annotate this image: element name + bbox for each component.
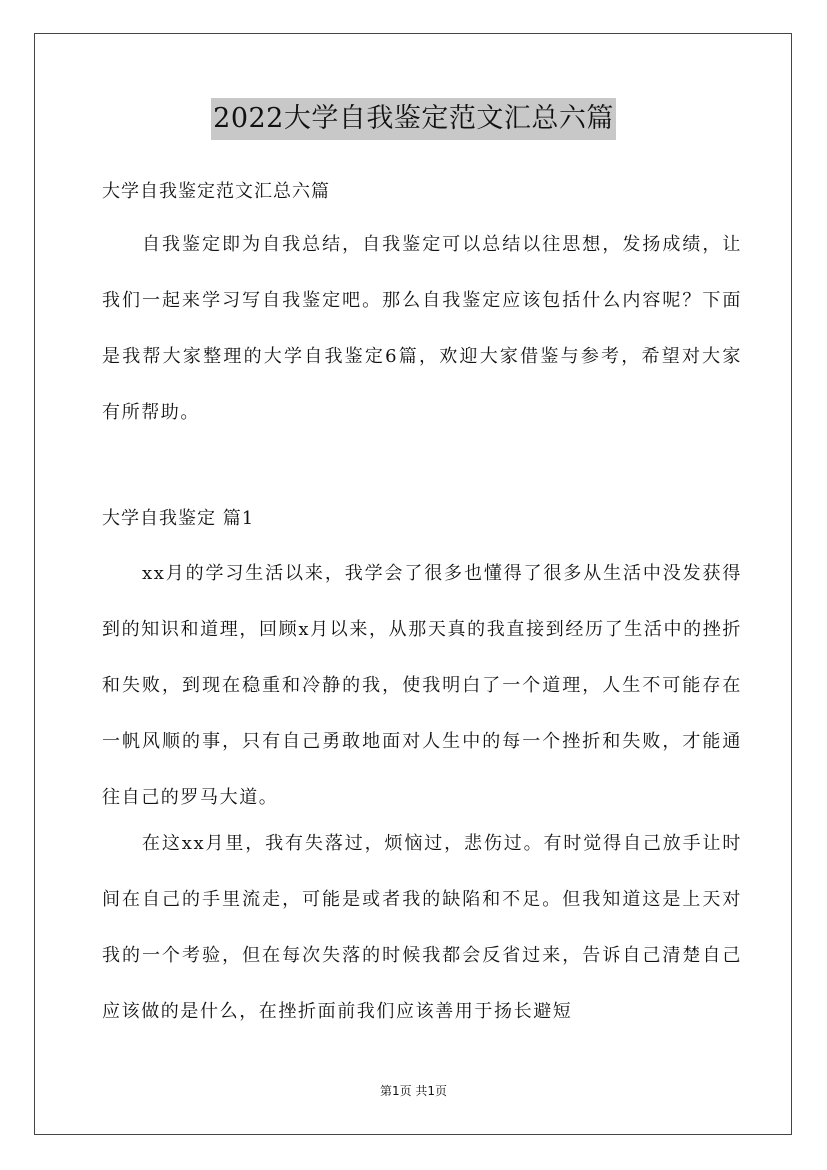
document-title: 2022大学自我鉴定范文汇总六篇 <box>211 98 616 140</box>
body-paragraph-1: xx月的学习生活以来，我学会了很多也懂得了很多从生活中没发获得到的知识和道理，回顾x月以来，从那天真的我直接到经历了生活中的挫折和失败，到现在稳重和冷静的我，使我明白了一个道理，人生不可能存在一帆风顺的事，只有自己勇敢地面对人生中的每一个挫折和失败，才能通往自己的罗马大道。 <box>102 563 742 808</box>
title-container <box>0 98 827 140</box>
intro-paragraph: 自我鉴定即为自我总结，自我鉴定可以总结以往思想，发扬成绩，让我们一起来学习写自我鉴定吧。那么自我鉴定应该包括什么内容呢？下面是我帮大家整理的大学自我鉴定6篇，欢迎大家借鉴与参考，希望对大家有所帮助。 <box>102 234 742 423</box>
page-footer: 第1页 共1页 <box>379 1084 448 1098</box>
body-paragraph-2: 在这xx月里，我有失落过，烦恼过，悲伤过。有时觉得自己放手让时间在自己的手里流走，可能是或者我的缺陷和不足。但我知道这是上天对我的一个考验，但在每次失落的时候我都会反省过来，告诉自己清楚自己应该做的是什么，在挫折面前我们应该善用于扬长避短 <box>102 833 742 1022</box>
document-subtitle: 大学自我鉴定范文汇总六篇 <box>102 181 330 202</box>
section-heading: 大学自我鉴定 篇1 <box>102 508 255 529</box>
